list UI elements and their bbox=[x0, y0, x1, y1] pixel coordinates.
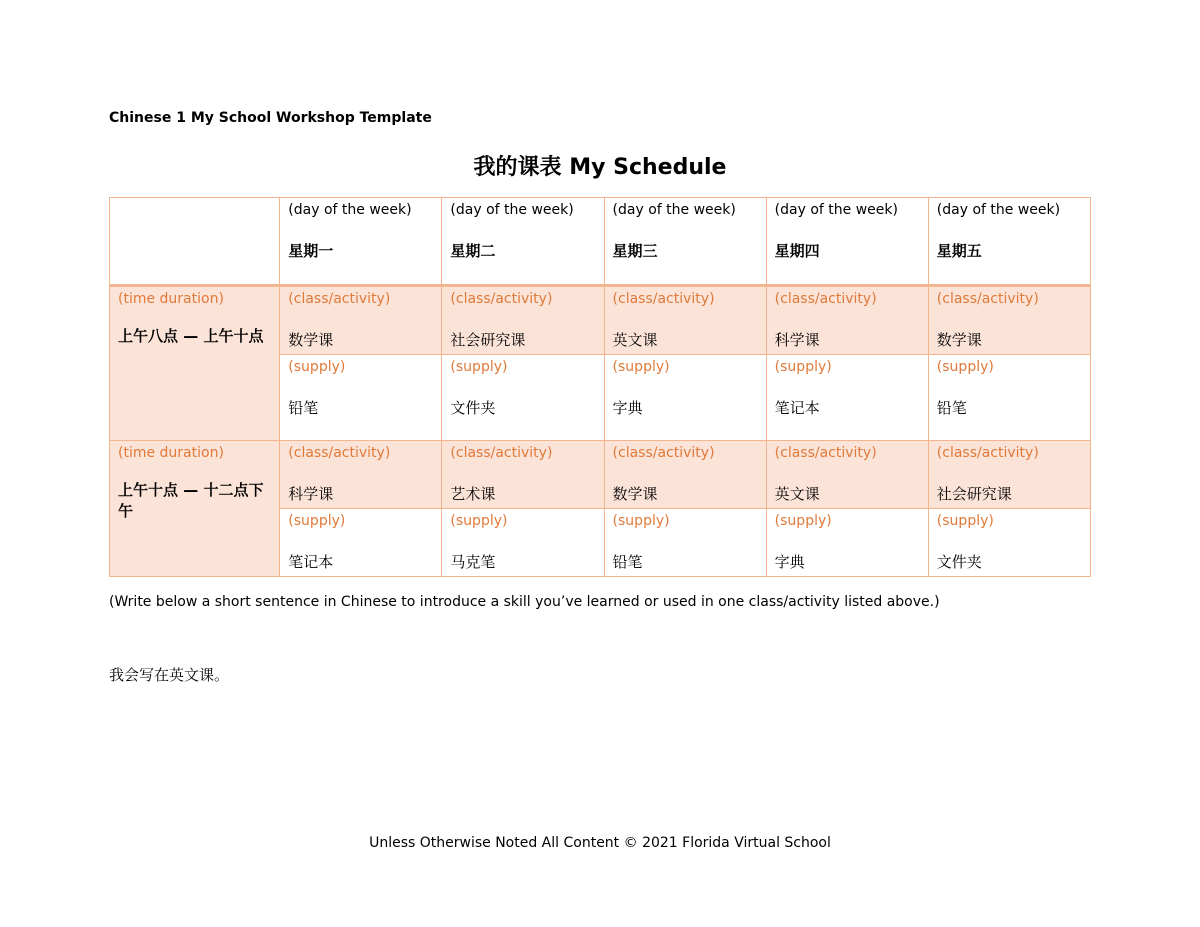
supply-value: 笔记本 bbox=[774, 399, 820, 417]
class-value: 科学课 bbox=[774, 331, 820, 349]
class-hint: (class/activity) bbox=[612, 291, 715, 307]
supply-cell bbox=[442, 355, 604, 441]
class-value: 数学课 bbox=[288, 331, 334, 349]
time-label: 上午八点 — 上午十点 bbox=[118, 327, 264, 345]
supply-hint: (supply) bbox=[288, 359, 346, 375]
class-cell bbox=[604, 286, 766, 355]
class-cell bbox=[766, 441, 928, 509]
day-hint: (day of the week) bbox=[774, 202, 898, 218]
class-hint: (class/activity) bbox=[774, 291, 877, 307]
day-hint: (day of the week) bbox=[288, 202, 412, 218]
class-cell bbox=[766, 286, 928, 355]
day-header-cell bbox=[604, 198, 766, 286]
supply-value: 文件夹 bbox=[450, 399, 496, 417]
class-value: 英文课 bbox=[612, 331, 658, 349]
supply-cell bbox=[604, 355, 766, 441]
table-row bbox=[110, 286, 1091, 355]
class-hint: (class/activity) bbox=[288, 291, 391, 307]
day-hint: (day of the week) bbox=[936, 202, 1061, 218]
supply-value: 铅笔 bbox=[612, 553, 643, 571]
time-cell bbox=[110, 441, 280, 577]
supply-cell bbox=[442, 509, 604, 577]
supply-cell bbox=[928, 355, 1090, 441]
time-hint: (time duration) bbox=[118, 445, 224, 461]
class-cell bbox=[928, 286, 1090, 355]
class-value: 数学课 bbox=[936, 331, 982, 349]
supply-hint: (supply) bbox=[936, 359, 994, 375]
table-row bbox=[110, 441, 1091, 509]
day-header-cell bbox=[928, 198, 1090, 286]
supply-cell bbox=[604, 509, 766, 577]
day-label: 星期一 bbox=[288, 242, 334, 260]
supply-value: 字典 bbox=[612, 399, 643, 417]
day-hint: (day of the week) bbox=[450, 202, 574, 218]
supply-hint: (supply) bbox=[288, 513, 346, 529]
day-hint: (day of the week) bbox=[612, 202, 736, 218]
supply-value: 文件夹 bbox=[936, 553, 982, 571]
class-value: 社会研究课 bbox=[936, 485, 1012, 503]
class-hint: (class/activity) bbox=[936, 445, 1039, 461]
day-label: 星期二 bbox=[450, 242, 496, 260]
day-header-cell bbox=[442, 198, 604, 286]
class-cell bbox=[442, 441, 604, 509]
day-header-cell bbox=[280, 198, 442, 286]
supply-value: 马克笔 bbox=[450, 553, 496, 571]
supply-hint: (supply) bbox=[774, 513, 832, 529]
supply-value: 字典 bbox=[774, 553, 805, 571]
footer-copyright: Unless Otherwise Noted All Content © 2021 Florida Virtual School bbox=[369, 835, 831, 851]
class-value: 艺术课 bbox=[450, 485, 496, 503]
supply-hint: (supply) bbox=[774, 359, 832, 375]
class-hint: (class/activity) bbox=[774, 445, 877, 461]
supply-cell bbox=[766, 355, 928, 441]
supply-cell bbox=[766, 509, 928, 577]
page-title: 我的课表 My Schedule bbox=[473, 155, 727, 180]
supply-hint: (supply) bbox=[612, 359, 670, 375]
class-hint: (class/activity) bbox=[450, 291, 553, 307]
schedule-table bbox=[109, 197, 1091, 577]
day-label: 星期五 bbox=[936, 242, 982, 260]
day-label: 星期三 bbox=[612, 242, 658, 260]
class-cell bbox=[280, 441, 442, 509]
class-value: 社会研究课 bbox=[450, 331, 526, 349]
class-hint: (class/activity) bbox=[936, 291, 1039, 307]
class-cell bbox=[604, 441, 766, 509]
time-label: 上午十点 — 十二点下午 bbox=[118, 481, 264, 520]
supply-cell bbox=[928, 509, 1090, 577]
supply-hint: (supply) bbox=[936, 513, 994, 529]
day-label: 星期四 bbox=[774, 242, 820, 260]
document-header-label: Chinese 1 My School Workshop Template bbox=[109, 110, 432, 126]
class-hint: (class/activity) bbox=[450, 445, 553, 461]
table-header-row bbox=[110, 198, 1091, 286]
supply-cell bbox=[280, 509, 442, 577]
time-cell bbox=[110, 286, 280, 441]
class-value: 英文课 bbox=[774, 485, 820, 503]
class-hint: (class/activity) bbox=[288, 445, 391, 461]
corner-cell bbox=[110, 198, 280, 286]
day-header-cell bbox=[766, 198, 928, 286]
class-value: 科学课 bbox=[288, 485, 334, 503]
supply-hint: (supply) bbox=[450, 513, 508, 529]
instruction-text: (Write below a short sentence in Chinese to introduce a skill you’ve learned or used in one class/activity listed above.) bbox=[109, 594, 940, 610]
answer-sentence: 我会写在英文课。 bbox=[109, 666, 230, 684]
supply-value: 铅笔 bbox=[936, 399, 967, 417]
class-cell bbox=[280, 286, 442, 355]
class-cell bbox=[928, 441, 1090, 509]
supply-cell bbox=[280, 355, 442, 441]
class-hint: (class/activity) bbox=[612, 445, 715, 461]
supply-hint: (supply) bbox=[450, 359, 508, 375]
time-hint: (time duration) bbox=[118, 291, 224, 307]
supply-value: 铅笔 bbox=[288, 399, 319, 417]
supply-value: 笔记本 bbox=[288, 553, 334, 571]
supply-hint: (supply) bbox=[612, 513, 670, 529]
class-value: 数学课 bbox=[612, 485, 658, 503]
class-cell bbox=[442, 286, 604, 355]
